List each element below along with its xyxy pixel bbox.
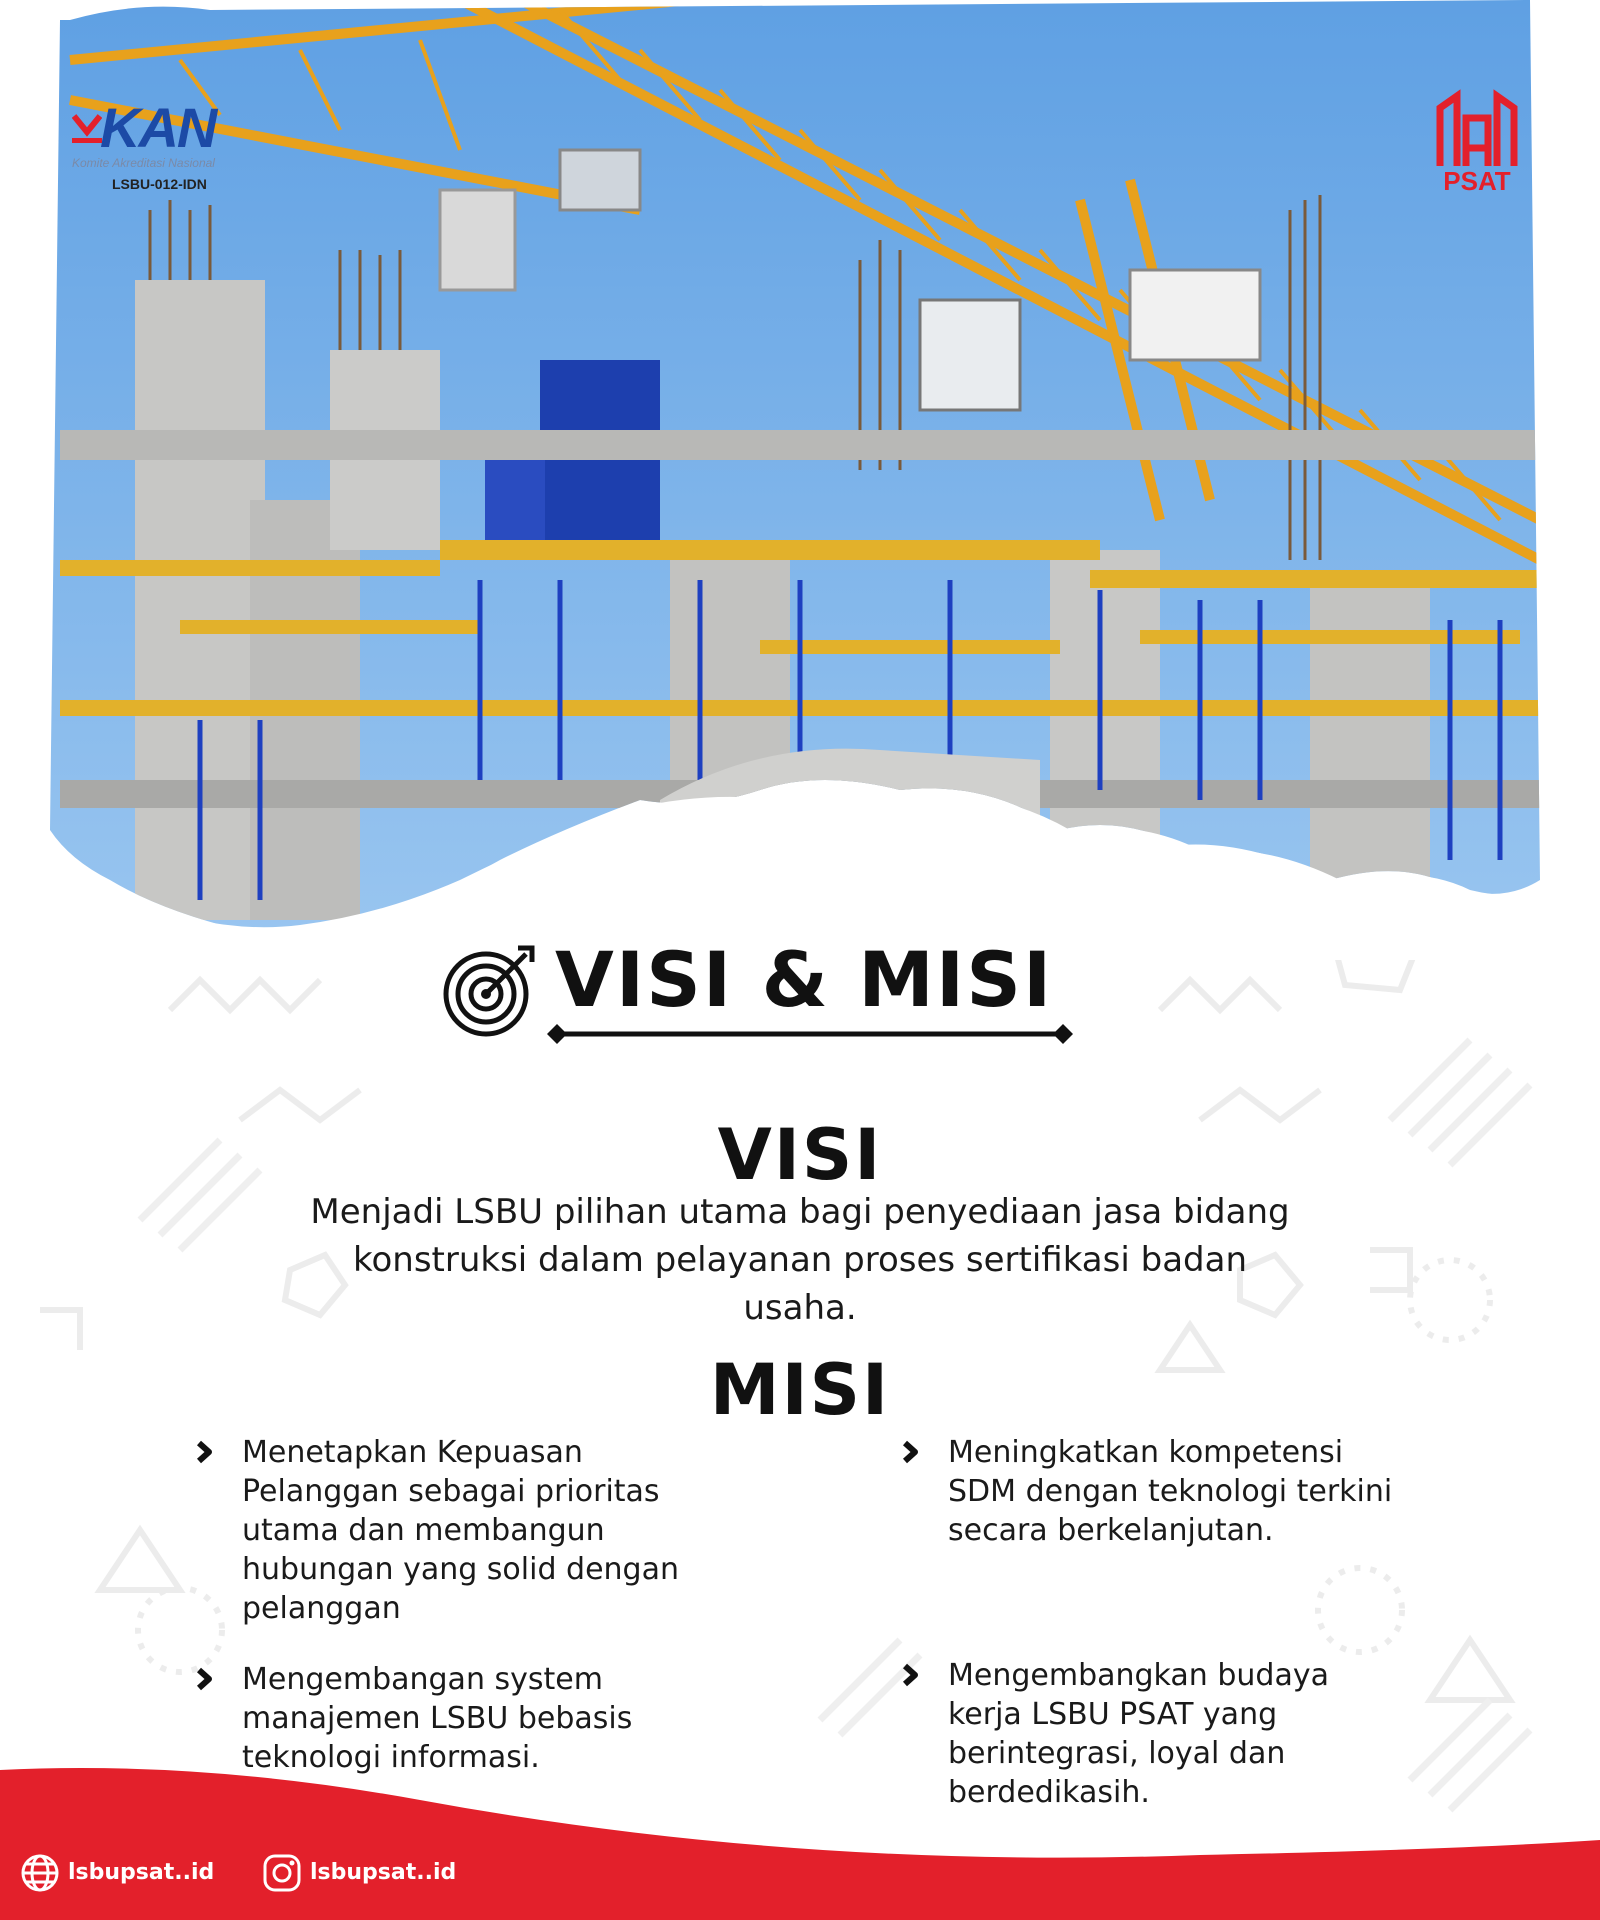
title-underline (545, 1022, 1075, 1046)
instagram-icon (262, 1853, 302, 1893)
chevron-right-icon (194, 1439, 220, 1465)
psat-logo (1432, 88, 1522, 198)
page-title: VISI & MISI (555, 935, 1054, 1024)
misi-item-text: Meningkatkan kompetensi SDM dengan teknologi terkini secara berkelanjutan. (948, 1435, 1393, 1548)
checkmark-icon (72, 110, 102, 144)
footer-website[interactable] (20, 1848, 260, 1898)
instagram-label: lsbupsat..id (310, 1860, 457, 1885)
misi-item-text: Mengembangan system manajemen LSBU bebasis teknologi informasi. (242, 1662, 633, 1775)
kan-mark: KAN (100, 96, 216, 159)
misi-heading: MISI (709, 1349, 891, 1431)
psat-label: PSAT (1443, 166, 1511, 196)
kan-logo (70, 96, 270, 195)
kan-accreditation-code: LSBU-012-IDN (112, 176, 207, 192)
psat-emblem-icon (1432, 88, 1522, 168)
visi-text: Menjadi LSBU pilihan utama bagi penyediaan jasa bidang konstruksi dalam pelayanan proses sertifikasi badan usaha. (310, 1192, 1290, 1328)
footer-instagram[interactable] (262, 1848, 502, 1898)
chevron-right-icon (900, 1662, 926, 1688)
target-icon (440, 940, 540, 1040)
chevron-right-icon (194, 1666, 220, 1692)
misi-item-text: Menetapkan Kepuasan Pelanggan sebagai prioritas utama dan membangun hubungan yang solid dengan pelanggan (242, 1435, 679, 1626)
misi-item-text: Mengembangkan budaya kerja LSBU PSAT yang berintegrasi, loyal dan berdedikasih. (948, 1658, 1329, 1810)
visi-heading: VISI (717, 1114, 883, 1196)
kan-subtitle: Komite Akreditasi Nasional (72, 156, 215, 170)
title-block (440, 930, 1080, 1050)
website-label: lsbupsat..id (68, 1860, 215, 1885)
globe-icon (20, 1853, 60, 1893)
chevron-right-icon (900, 1439, 926, 1465)
